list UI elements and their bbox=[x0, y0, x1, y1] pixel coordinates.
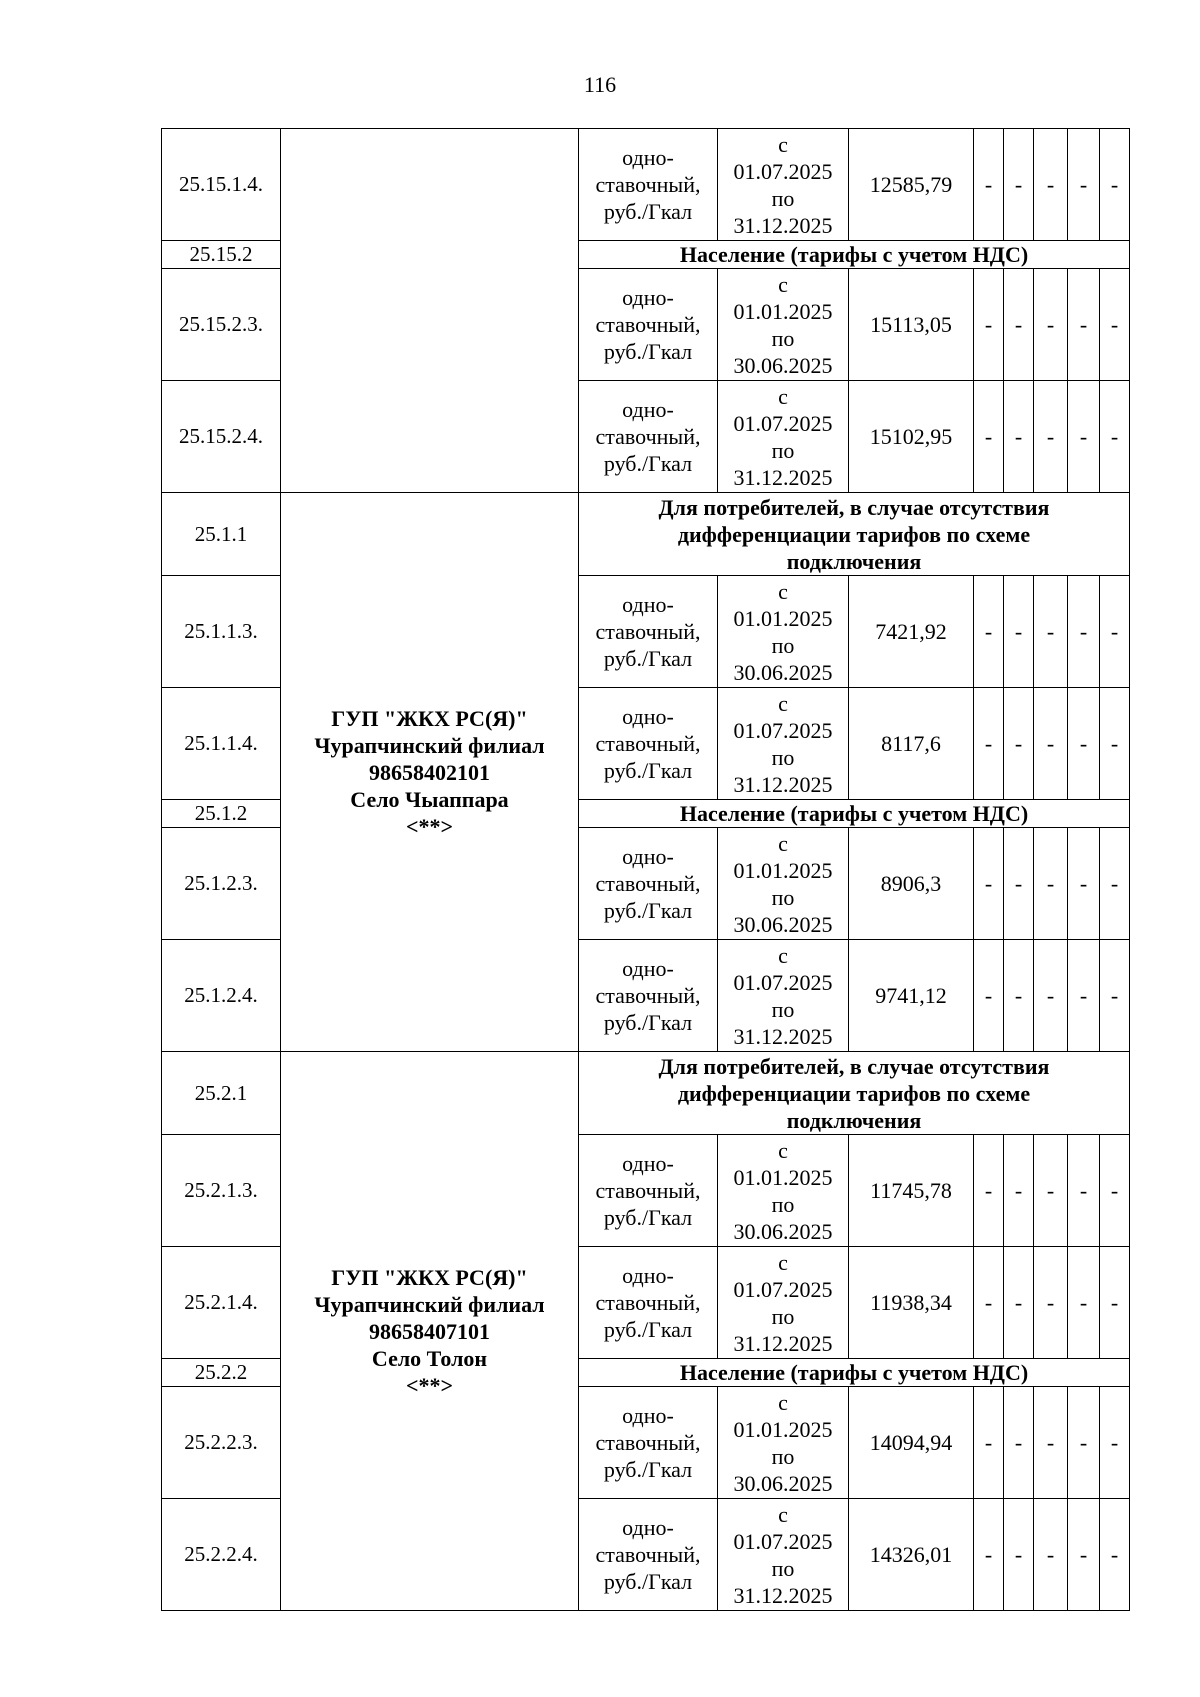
rate-type-line: ставочный, bbox=[595, 424, 701, 449]
consumer-header-row bbox=[162, 493, 1130, 576]
empty-value-cell: - bbox=[1068, 940, 1100, 1052]
rate-type-cell bbox=[579, 688, 718, 800]
rate-type-cell bbox=[579, 269, 718, 381]
tariff-value: 12585,79 bbox=[849, 129, 974, 241]
rate-type-cell bbox=[579, 1247, 718, 1359]
period-line: с bbox=[778, 1389, 788, 1415]
empty-value-cell: - bbox=[974, 576, 1004, 688]
period-line: 01.07.2025 bbox=[733, 1528, 833, 1554]
tariff-value: 8906,3 bbox=[849, 828, 974, 940]
period-line: 01.07.2025 bbox=[733, 969, 833, 995]
title-line: дифференциации тарифов по схеме bbox=[677, 1080, 1031, 1106]
rate-type-line: одно- bbox=[622, 397, 674, 422]
period-cell bbox=[718, 940, 849, 1052]
title-line: Для потребителей, в случае отсутствия bbox=[658, 1053, 1050, 1079]
empty-value-cell: - bbox=[1004, 1135, 1034, 1247]
empty-value-cell: - bbox=[974, 1247, 1004, 1359]
title-line: Население (тарифы с учетом НДС) bbox=[679, 242, 1029, 267]
period-line: по bbox=[771, 744, 795, 770]
period-line: по bbox=[771, 325, 795, 351]
rate-type-line: руб./Гкал bbox=[603, 1317, 693, 1342]
empty-value-cell: - bbox=[1004, 129, 1034, 241]
title-line: Для потребителей, в случае отсутствия bbox=[658, 494, 1050, 520]
rate-type-cell bbox=[579, 381, 718, 493]
period-line: с bbox=[778, 942, 788, 968]
rate-type-line: руб./Гкал bbox=[603, 758, 693, 783]
organization-line: Чурапчинский филиал bbox=[314, 1291, 545, 1317]
organization-line: <**> bbox=[405, 813, 454, 839]
row-number: 25.1.1.3. bbox=[162, 576, 281, 688]
section-title bbox=[579, 800, 1130, 828]
organization-line: 98658402101 bbox=[369, 759, 490, 785]
rate-type-line: одно- bbox=[622, 592, 674, 617]
period-cell bbox=[718, 269, 849, 381]
period-cell bbox=[718, 1135, 849, 1247]
period-line: с bbox=[778, 1137, 788, 1163]
row-number: 25.1.2.4. bbox=[162, 940, 281, 1052]
rate-type-line: руб./Гкал bbox=[603, 199, 693, 224]
period-line: с bbox=[778, 578, 788, 604]
rate-type-line: ставочный, bbox=[595, 1430, 701, 1455]
organization-line: <**> bbox=[405, 1372, 454, 1398]
rate-type-line: руб./Гкал bbox=[603, 1010, 693, 1035]
organization-cell bbox=[281, 129, 579, 493]
tariff-value: 9741,12 bbox=[849, 940, 974, 1052]
empty-value-cell: - bbox=[1004, 828, 1034, 940]
rate-type-cell bbox=[579, 940, 718, 1052]
rate-type-line: одно- bbox=[622, 956, 674, 981]
period-line: 01.01.2025 bbox=[733, 1416, 833, 1442]
rate-type-line: одно- bbox=[622, 1151, 674, 1176]
tariff-value: 8117,6 bbox=[849, 688, 974, 800]
empty-value-cell: - bbox=[1004, 940, 1034, 1052]
empty-value-cell: - bbox=[974, 1387, 1004, 1499]
rate-type-line: одно- bbox=[622, 285, 674, 310]
period-line: с bbox=[778, 690, 788, 716]
period-cell bbox=[718, 688, 849, 800]
tariff-value: 7421,92 bbox=[849, 576, 974, 688]
rate-type-line: ставочный, bbox=[595, 983, 701, 1008]
row-number: 25.15.2 bbox=[162, 241, 281, 269]
empty-value-cell: - bbox=[1034, 1247, 1068, 1359]
rate-type-cell bbox=[579, 1135, 718, 1247]
empty-value-cell: - bbox=[1068, 576, 1100, 688]
empty-value-cell: - bbox=[1100, 688, 1130, 800]
organization-cell bbox=[281, 1052, 579, 1611]
empty-value-cell: - bbox=[1034, 1499, 1068, 1611]
period-line: по bbox=[771, 185, 795, 211]
empty-value-cell: - bbox=[974, 129, 1004, 241]
empty-value-cell: - bbox=[1068, 688, 1100, 800]
period-line: 01.01.2025 bbox=[733, 1164, 833, 1190]
empty-value-cell: - bbox=[1100, 269, 1130, 381]
empty-value-cell: - bbox=[1034, 576, 1068, 688]
period-line: 01.07.2025 bbox=[733, 717, 833, 743]
period-cell bbox=[718, 381, 849, 493]
empty-value-cell: - bbox=[1068, 828, 1100, 940]
rate-type-line: руб./Гкал bbox=[603, 898, 693, 923]
row-number: 25.2.2.4. bbox=[162, 1499, 281, 1611]
period-cell bbox=[718, 1499, 849, 1611]
organization-line: Село Толон bbox=[371, 1345, 488, 1371]
rate-type-line: ставочный, bbox=[595, 619, 701, 644]
tariff-value: 11745,78 bbox=[849, 1135, 974, 1247]
rate-type-line: ставочный, bbox=[595, 1290, 701, 1315]
empty-value-cell: - bbox=[974, 1499, 1004, 1611]
empty-value-cell: - bbox=[1034, 940, 1068, 1052]
empty-value-cell: - bbox=[974, 381, 1004, 493]
period-line: 31.12.2025 bbox=[733, 1330, 833, 1356]
page-number: 116 bbox=[583, 72, 617, 97]
period-line: по bbox=[771, 884, 795, 910]
row-number: 25.2.2.3. bbox=[162, 1387, 281, 1499]
rate-type-cell bbox=[579, 129, 718, 241]
empty-value-cell: - bbox=[1034, 1135, 1068, 1247]
period-line: 30.06.2025 bbox=[733, 911, 833, 937]
period-cell bbox=[718, 129, 849, 241]
empty-value-cell: - bbox=[1068, 381, 1100, 493]
rate-type-cell bbox=[579, 828, 718, 940]
empty-value-cell: - bbox=[1068, 1135, 1100, 1247]
consumer-header-row bbox=[162, 1052, 1130, 1135]
empty-value-cell: - bbox=[1034, 381, 1068, 493]
period-line: с bbox=[778, 1501, 788, 1527]
rate-type-line: руб./Гкал bbox=[603, 1569, 693, 1594]
period-line: 31.12.2025 bbox=[733, 212, 833, 238]
title-line: Население (тарифы с учетом НДС) bbox=[679, 1360, 1029, 1385]
organization-line: 98658407101 bbox=[369, 1318, 490, 1344]
consumer-header-title bbox=[579, 493, 1130, 576]
title-line: подключения bbox=[786, 1107, 922, 1133]
section-title bbox=[579, 241, 1130, 269]
empty-value-cell: - bbox=[1034, 1387, 1068, 1499]
empty-value-cell: - bbox=[1004, 269, 1034, 381]
period-line: с bbox=[778, 830, 788, 856]
empty-value-cell: - bbox=[1034, 688, 1068, 800]
empty-value-cell: - bbox=[1100, 1499, 1130, 1611]
empty-value-cell: - bbox=[1100, 940, 1130, 1052]
period-line: 31.12.2025 bbox=[733, 464, 833, 490]
empty-value-cell: - bbox=[1068, 1499, 1100, 1611]
row-number: 25.1.1.4. bbox=[162, 688, 281, 800]
organization-line: Чурапчинский филиал bbox=[314, 732, 545, 758]
empty-value-cell: - bbox=[1034, 269, 1068, 381]
period-line: с bbox=[778, 131, 788, 157]
period-line: по bbox=[771, 996, 795, 1022]
row-number: 25.2.1 bbox=[162, 1052, 281, 1135]
rate-type-line: одно- bbox=[622, 1263, 674, 1288]
row-number: 25.2.1.3. bbox=[162, 1135, 281, 1247]
period-line: 01.01.2025 bbox=[733, 298, 833, 324]
empty-value-cell: - bbox=[1068, 1247, 1100, 1359]
period-line: 01.01.2025 bbox=[733, 605, 833, 631]
empty-value-cell: - bbox=[974, 828, 1004, 940]
period-line: по bbox=[771, 1303, 795, 1329]
row-number: 25.1.2 bbox=[162, 800, 281, 828]
empty-value-cell: - bbox=[1100, 1247, 1130, 1359]
period-line: 31.12.2025 bbox=[733, 771, 833, 797]
empty-value-cell: - bbox=[974, 688, 1004, 800]
empty-value-cell: - bbox=[1004, 1247, 1034, 1359]
period-line: 30.06.2025 bbox=[733, 659, 833, 685]
title-line: Население (тарифы с учетом НДС) bbox=[679, 801, 1029, 826]
rate-type-line: ставочный, bbox=[595, 172, 701, 197]
rate-type-line: одно- bbox=[622, 1403, 674, 1428]
period-line: 30.06.2025 bbox=[733, 1218, 833, 1244]
empty-value-cell: - bbox=[1068, 1387, 1100, 1499]
empty-value-cell: - bbox=[1100, 576, 1130, 688]
period-line: 30.06.2025 bbox=[733, 1470, 833, 1496]
period-line: по bbox=[771, 632, 795, 658]
organization-line: ГУП "ЖКХ РС(Я)" bbox=[331, 1264, 528, 1290]
rate-type-line: одно- bbox=[622, 844, 674, 869]
row-number: 25.15.2.4. bbox=[162, 381, 281, 493]
rate-type-cell bbox=[579, 1499, 718, 1611]
period-line: 01.07.2025 bbox=[733, 158, 833, 184]
row-number: 25.1.2.3. bbox=[162, 828, 281, 940]
row-number: 25.2.2 bbox=[162, 1359, 281, 1387]
organization-cell bbox=[281, 493, 579, 1052]
consumer-header-title bbox=[579, 1052, 1130, 1135]
row-number: 25.15.1.4. bbox=[162, 129, 281, 241]
rate-type-line: одно- bbox=[622, 1515, 674, 1540]
empty-value-cell: - bbox=[1068, 129, 1100, 241]
rate-type-line: ставочный, bbox=[595, 1178, 701, 1203]
rate-type-cell bbox=[579, 1387, 718, 1499]
rate-type-line: руб./Гкал bbox=[603, 1457, 693, 1482]
period-line: по bbox=[771, 1443, 795, 1469]
period-line: 31.12.2025 bbox=[733, 1023, 833, 1049]
empty-value-cell: - bbox=[1004, 1387, 1034, 1499]
rate-type-line: руб./Гкал bbox=[603, 451, 693, 476]
rate-type-line: ставочный, bbox=[595, 731, 701, 756]
period-line: по bbox=[771, 1555, 795, 1581]
empty-value-cell: - bbox=[1034, 828, 1068, 940]
empty-value-cell: - bbox=[1100, 1135, 1130, 1247]
tariff-value: 14094,94 bbox=[849, 1387, 974, 1499]
tariff-value: 15113,05 bbox=[849, 269, 974, 381]
period-line: с bbox=[778, 271, 788, 297]
rate-type-line: руб./Гкал bbox=[603, 1205, 693, 1230]
empty-value-cell: - bbox=[1100, 1387, 1130, 1499]
row-number: 25.2.1.4. bbox=[162, 1247, 281, 1359]
empty-value-cell: - bbox=[974, 940, 1004, 1052]
row-number: 25.1.1 bbox=[162, 493, 281, 576]
empty-value-cell: - bbox=[1100, 381, 1130, 493]
rate-type-cell bbox=[579, 576, 718, 688]
period-cell bbox=[718, 1387, 849, 1499]
title-line: дифференциации тарифов по схеме bbox=[677, 521, 1031, 547]
tariff-value: 14326,01 bbox=[849, 1499, 974, 1611]
rate-type-line: одно- bbox=[622, 145, 674, 170]
period-line: 01.07.2025 bbox=[733, 410, 833, 436]
tariff-value: 15102,95 bbox=[849, 381, 974, 493]
empty-value-cell: - bbox=[1004, 576, 1034, 688]
rate-type-line: ставочный, bbox=[595, 312, 701, 337]
period-line: с bbox=[778, 1249, 788, 1275]
period-cell bbox=[718, 576, 849, 688]
empty-value-cell: - bbox=[1100, 129, 1130, 241]
period-line: по bbox=[771, 1191, 795, 1217]
rate-type-line: руб./Гкал bbox=[603, 339, 693, 364]
title-line: подключения bbox=[786, 548, 922, 574]
period-cell bbox=[718, 1247, 849, 1359]
tariff-row bbox=[162, 129, 1130, 241]
period-line: 31.12.2025 bbox=[733, 1582, 833, 1608]
period-line: 01.01.2025 bbox=[733, 857, 833, 883]
empty-value-cell: - bbox=[1034, 129, 1068, 241]
empty-value-cell: - bbox=[1100, 828, 1130, 940]
organization-line: ГУП "ЖКХ РС(Я)" bbox=[331, 705, 528, 731]
rate-type-line: ставочный, bbox=[595, 1542, 701, 1567]
tariff-table bbox=[161, 128, 1130, 1611]
period-line: 01.07.2025 bbox=[733, 1276, 833, 1302]
empty-value-cell: - bbox=[974, 269, 1004, 381]
empty-value-cell: - bbox=[1004, 688, 1034, 800]
tariff-value: 11938,34 bbox=[849, 1247, 974, 1359]
empty-value-cell: - bbox=[1004, 1499, 1034, 1611]
period-line: по bbox=[771, 437, 795, 463]
empty-value-cell: - bbox=[1068, 269, 1100, 381]
empty-value-cell: - bbox=[1004, 381, 1034, 493]
section-title bbox=[579, 1359, 1130, 1387]
empty-value-cell: - bbox=[974, 1135, 1004, 1247]
period-line: 30.06.2025 bbox=[733, 352, 833, 378]
period-line: с bbox=[778, 383, 788, 409]
organization-line: Село Чыаппара bbox=[350, 786, 509, 812]
rate-type-line: руб./Гкал bbox=[603, 646, 693, 671]
rate-type-line: одно- bbox=[622, 704, 674, 729]
period-cell bbox=[718, 828, 849, 940]
row-number: 25.15.2.3. bbox=[162, 269, 281, 381]
rate-type-line: ставочный, bbox=[595, 871, 701, 896]
